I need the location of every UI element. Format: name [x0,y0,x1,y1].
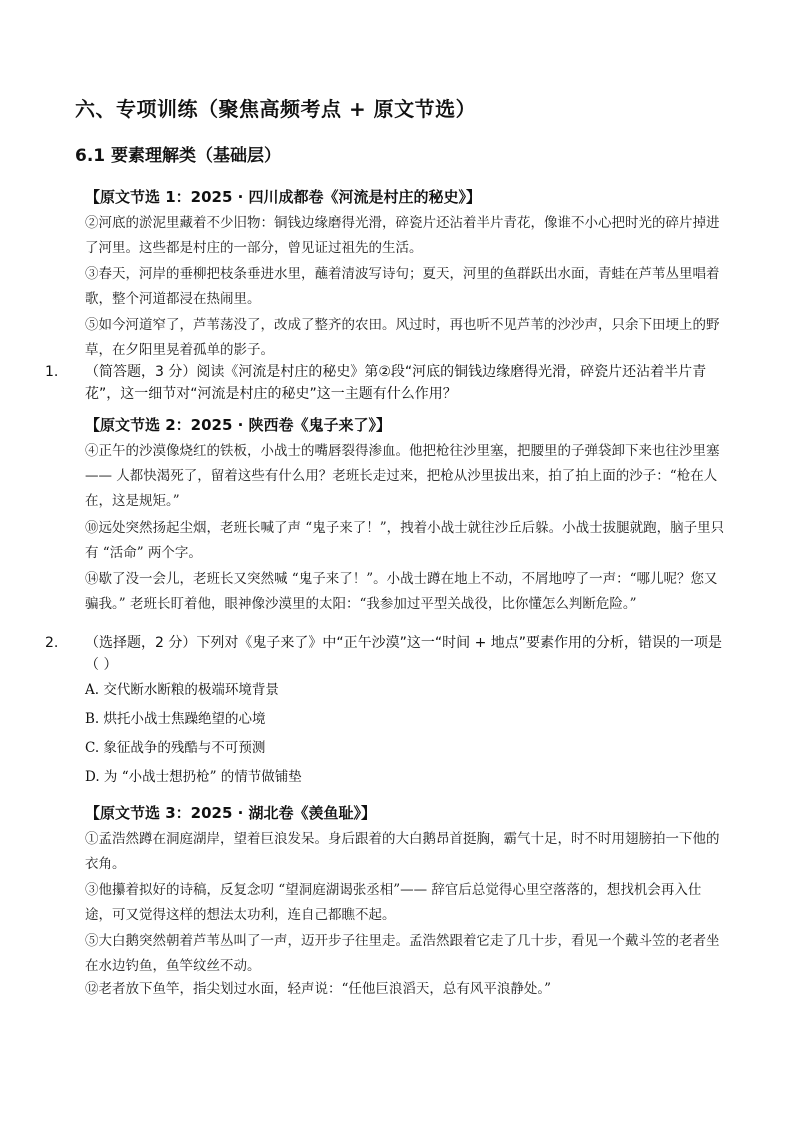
option-c: C. 象征战争的残酷与不可预测 [85,740,266,756]
excerpt-1-paragraph-5: ⑤如今河道窄了，芦苇荡没了，改成了整齐的农田。风过时，再也听不见芦苇的沙沙声，只余下田埂上的野草，在夕阳里晃着孤单的影子。 [85,317,720,358]
excerpt-3-paragraph-3: ③他攥着拟好的诗稿，反复念叨 “望洞庭湖谒张丞相”—— 辞官后总觉得心里空落落的，想找机会再入仕途，可又觉得这样的想法太功利，连自己都瞧不起。 [85,882,702,923]
option-b: B. 烘托小战士焦躁绝望的心境 [85,711,266,727]
excerpt-1-paragraph-3: ③春天，河岸的垂柳把枝条垂进水里，蘸着清波写诗句；夏天，河里的鱼群跃出水面，青蛙在芦苇丛里唱着歌，整个河道都浸在热闹里。 [85,266,720,307]
excerpt-3-title: 【原文节选 3：2025 · 湖北卷《羡鱼耻》】 [85,804,377,822]
question-1-number: 1. [45,364,59,380]
excerpt-3-paragraph-1: ①孟浩然蹲在洞庭湖岸，望着巨浪发呆。身后跟着的大白鹅昂首挺胸，霸气十足，时不时用翅膀拍一下他的衣角。 [85,831,720,872]
question-2-text: （选择题，2 分）下列对《鬼子来了》中“正午沙漠”这一“时间 + 地点”要素作用的分析，错误的一项是（ ） [85,635,722,673]
excerpt-1-title: 【原文节选 1：2025 · 四川成都卷《河流是村庄的秘史》】 [85,188,482,206]
option-a: A. 交代断水断粮的极端环境背景 [85,682,279,698]
option-d: D. 为 “小战士想扔枪” 的情节做铺垫 [85,769,302,785]
question-2 [45,632,735,676]
excerpt-3-paragraph-5: ⑤大白鹅突然朝着芦苇丛叫了一声，迈开步子往里走。孟浩然跟着它走了几十步，看见一个戴斗笠的老者坐在水边钓鱼，鱼竿纹丝不动。 [85,933,720,974]
excerpt-2-paragraph-4: ④正午的沙漠像烧红的铁板，小战士的嘴唇裂得渗血。他把枪往沙里塞，把腰里的子弹袋卸下来也往沙里塞 —— 人都快渴死了，留着这些有什么用？老班长走过来，把枪从沙里拔出来，拍了拍上面的沙子：“枪在人在，这是规矩。” [85,443,720,509]
excerpt-2-title: 【原文节选 2：2025 · 陕西卷《鬼子来了》】 [85,416,392,434]
question-1-text: （简答题，3 分）阅读《河流是村庄的秘史》第②段“河底的铜钱边缘磨得光滑，碎瓷片还沾着半片青花”，这一细节对“河流是村庄的秘史”这一主题有什么作用？ [85,364,707,402]
excerpt-3-paragraph-12: ⑫老者放下鱼竿，指尖划过水面，轻声说：“任他巨浪滔天，总有风平浪静处。” [85,981,552,997]
excerpt-2-paragraph-14: ⑭歇了没一会儿，老班长又突然喊 “鬼子来了！”。小战士蹲在地上不动，不屑地哼了一声：“哪儿呢？您又骗我。” 老班长盯着他，眼神像沙漠里的太阳：“我参加过平型关战役，比你懂怎么判断危险。” [85,571,718,612]
section-heading: 六、专项训练（聚焦高频考点 + 原文节选） [75,97,477,121]
question-1 [45,361,735,405]
excerpt-2-paragraph-10: ⑩远处突然扬起尘烟，老班长喊了声 “鬼子来了！”，拽着小战士就往沙丘后躲。小战士拔腿就跑，脑子里只有 “活命” 两个字。 [85,520,725,561]
subsection-heading: 6.1 要素理解类（基础层） [75,146,282,166]
excerpt-1-paragraph-2: ②河底的淤泥里藏着不少旧物：铜钱边缘磨得光滑，碎瓷片还沾着半片青花，像谁不小心把时光的碎片掉进了河里。这些都是村庄的一部分，曾见证过祖先的生活。 [85,215,720,256]
question-2-number: 2. [45,635,59,651]
